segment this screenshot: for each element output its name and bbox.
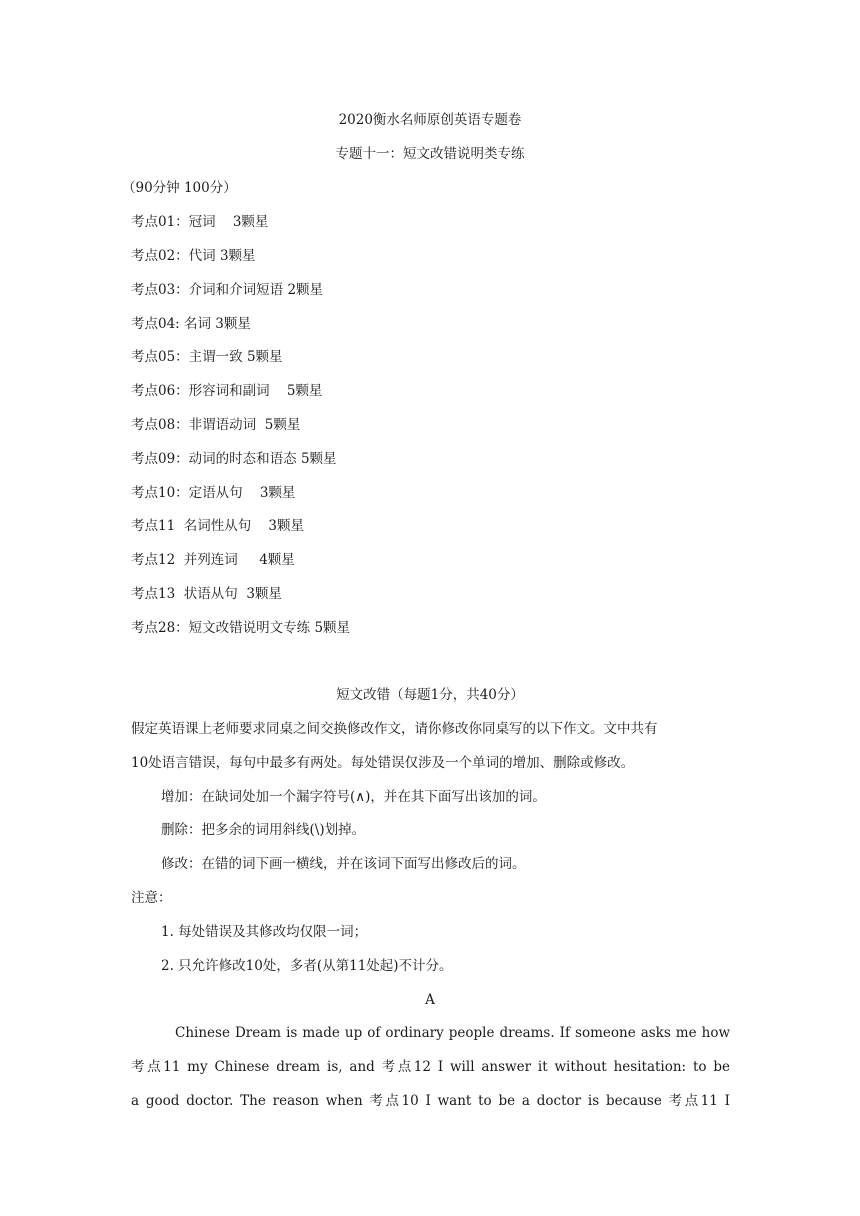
kaodian-item: 考点10：定语从句 3颗星	[131, 485, 296, 501]
passage-label: A	[425, 992, 435, 1008]
intro-line-2: 10处语言错误，每句中最多有两处。每处错误仅涉及一个单词的增加、删除或修改。	[131, 755, 635, 771]
rule-add: 增加：在缺词处加一个漏字符号(∧)，并在其下面写出该加的词。	[161, 789, 546, 805]
kaodian-item: 考点09：动词的时态和语态 5颗星	[131, 451, 337, 467]
kaodian-item: 考点03：介词和介词短语 2颗星	[131, 282, 324, 298]
document-title: 2020衡水名师原创英语专题卷	[338, 112, 522, 128]
passage-line-3: a good doctor. The reason when 考点10 I want to be a doctor is because 考点11 I	[131, 1093, 730, 1109]
time-score: （90分钟 100分）	[122, 180, 237, 196]
document-subtitle: 专题十一：短文改错说明类专练	[335, 146, 525, 162]
intro-line-1: 假定英语课上老师要求同桌之间交换修改作文，请你修改你同桌写的以下作文。文中共有	[131, 721, 658, 737]
kaodian-item: 考点05：主谓一致 5颗星	[131, 349, 283, 365]
kaodian-item: 考点11 名词性从句 3颗星	[131, 518, 305, 534]
rule-modify: 修改：在错的词下画一横线，并在该词下面写出修改后的词。	[161, 856, 526, 872]
kaodian-item: 考点02：代词 3颗星	[131, 248, 256, 264]
note-item-2: 2. 只允许修改10处，多者(从第11处起)不计分。	[161, 958, 453, 974]
kaodian-item: 考点01：冠词 3颗星	[131, 214, 269, 230]
kaodian-item: 考点28：短文改错说明文专练 5颗星	[131, 620, 351, 636]
kaodian-item: 考点12 并列连词 4颗星	[131, 552, 295, 568]
passage-line-2: 考点11 my Chinese dream is, and 考点12 I will answer it without hesitation: to be	[131, 1059, 730, 1075]
rule-delete: 删除：把多余的词用斜线(\)划掉。	[161, 822, 366, 838]
kaodian-item: 考点04: 名词 3颗星	[131, 316, 251, 332]
note-label: 注意：	[131, 890, 172, 906]
section-heading: 短文改错（每题1分，共40分）	[336, 687, 524, 703]
passage-line-1: Chinese Dream is made up of ordinary people dreams. If someone asks me how	[175, 1025, 730, 1041]
note-item-1: 1. 每处错误及其修改均仅限一词；	[161, 924, 368, 940]
kaodian-item: 考点06：形容词和副词 5颗星	[131, 383, 323, 399]
kaodian-item: 考点13 状语从句 3颗星	[131, 586, 282, 602]
kaodian-item: 考点08：非谓语动词 5颗星	[131, 417, 301, 433]
